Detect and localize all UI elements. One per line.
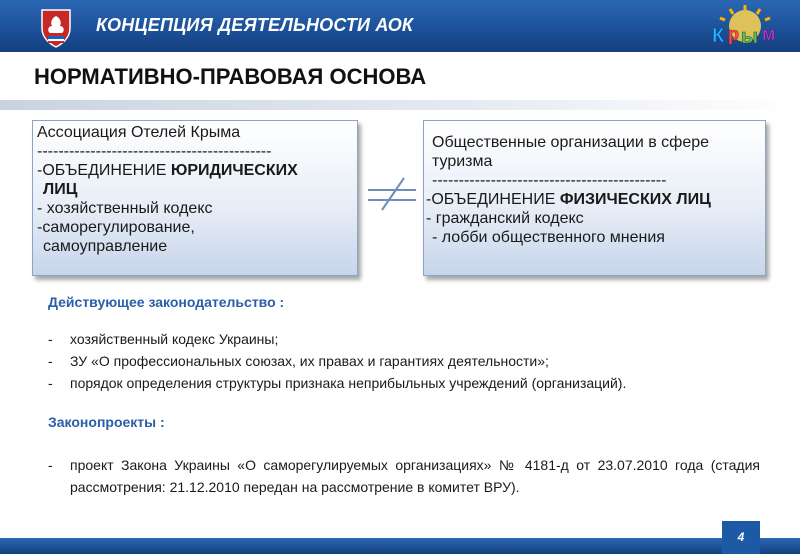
crimea-coat-of-arms-icon: [38, 6, 74, 48]
box-line: -ОБЪЕДИНЕНИЕ ФИЗИЧЕСКИХ ЛИЦ: [426, 191, 711, 208]
list-item: - порядок определения структуры признака неприбыльных учреждений (организаций).: [48, 375, 627, 391]
box-line: -ОБЪЕДИНЕНИЕ ЮРИДИЧЕСКИХ: [37, 162, 298, 179]
box-line: - хозяйственный кодекс: [37, 200, 213, 217]
box-heading: Ассоциация Отелей Крыма: [37, 124, 241, 141]
krym-logo: [706, 4, 784, 50]
legislation-heading: Действующее законодательство :: [48, 294, 285, 310]
header-title: КОНЦЕПЦИЯ ДЕЯТЕЛЬНОСТИ АОК: [96, 15, 414, 35]
box-separator: --------------------------------------------: [37, 143, 272, 160]
svg-text:ы: ы: [741, 26, 759, 48]
list-item: - ЗУ «О профессиональных союзах, их правах и гарантиях деятельности»;: [48, 353, 549, 369]
svg-text:К: К: [712, 25, 725, 47]
box-line: самоуправление: [43, 238, 168, 255]
svg-text:м: м: [762, 24, 776, 44]
legislation-list: [48, 328, 626, 394]
svg-text:р: р: [728, 24, 739, 44]
page-title: НОРМАТИВНО-ПРАВОВАЯ ОСНОВА: [34, 64, 427, 89]
list-item: - хозяйственный кодекс Украины;: [48, 331, 279, 347]
box-separator: --------------------------------------------: [432, 172, 667, 189]
hotel-association-box: [32, 120, 358, 276]
page-number: 4: [722, 521, 760, 554]
box-line: -саморегулирование,: [37, 219, 195, 236]
box-line: - гражданский кодекс: [426, 210, 584, 227]
bills-heading: Законопроекты :: [48, 414, 165, 430]
not-equal-icon: [366, 176, 418, 212]
header-bar: [0, 0, 800, 52]
list-item: - проект Закона Украины «О саморегулируемых организациях» № 4181-д от 23.07.2010 года (стадия рассмотрения: 21.12.2010 передан на рассмотрение в комитет ВРУ).: [48, 457, 760, 495]
box-line: ЛИЦ: [43, 181, 78, 198]
bills-list: [48, 454, 760, 498]
box-line: - лобби общественного мнения: [432, 229, 665, 246]
box-line: туризма: [432, 153, 493, 170]
box-heading: Общественные организации в сфере: [432, 134, 710, 151]
public-organizations-box: [423, 120, 766, 276]
footer-bar: [0, 538, 800, 554]
title-divider: [0, 100, 800, 110]
